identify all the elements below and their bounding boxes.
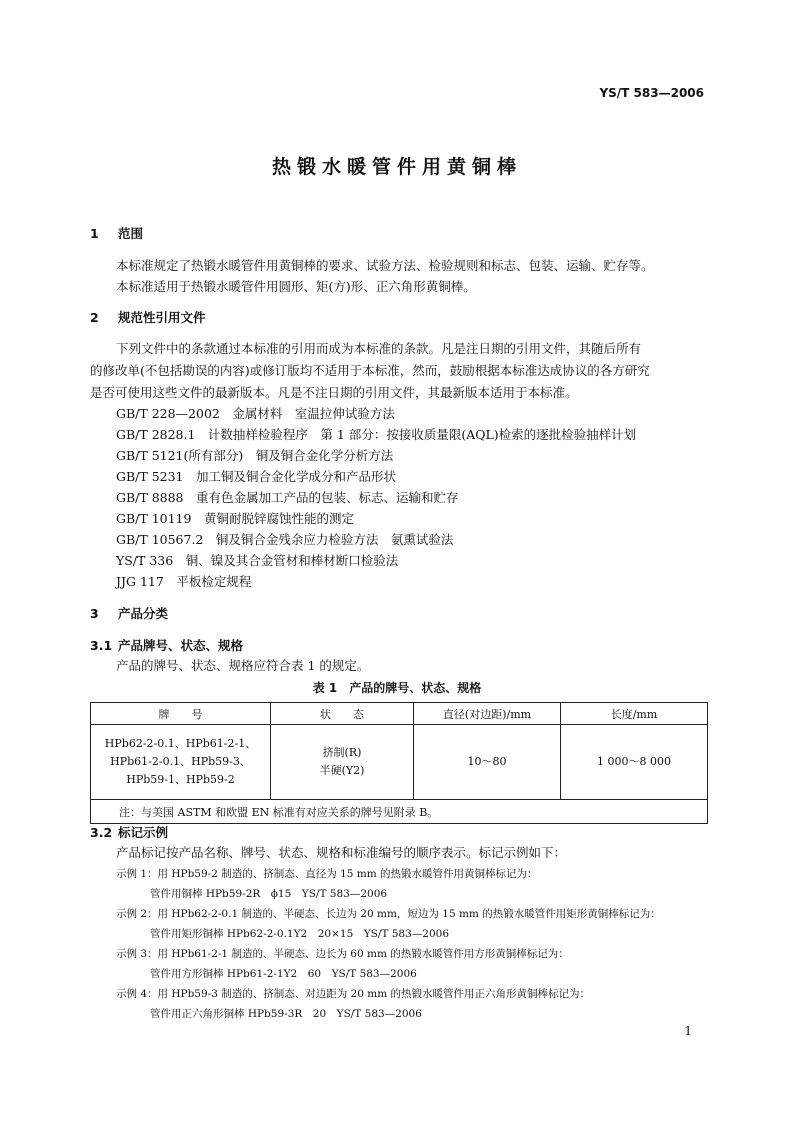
reference-item: GB/T 228—2002 金属材料 室温拉伸试验方法	[116, 406, 395, 421]
paragraph: 本标准适用于热锻水暖管件用圆形、矩(方)形、正六角形黄铜棒。	[116, 279, 476, 294]
grade-line: HPb62-2-0.1、HPb61-2-1、	[104, 737, 257, 750]
reference-item: YS/T 336 铜、镍及其合金管材和棒材断口检验法	[116, 553, 399, 568]
reference-item: GB/T 8888 重有色金属加工产品的包装、标志、运输和贮存	[116, 490, 459, 505]
page-number: 1	[684, 1024, 692, 1038]
section-number: 3	[90, 606, 99, 621]
table-row	[91, 725, 708, 800]
paragraph-line: 下列文件中的条款通过本标准的引用而成为本标准的条款。凡是注日期的引用文件，其随后所有	[116, 341, 642, 356]
table-note-row	[91, 800, 708, 824]
section-number: 1	[90, 226, 99, 241]
cell-length: 1 000～8 000	[561, 725, 708, 800]
subsection-number: 3.2	[90, 825, 113, 840]
cell-diameter: 10～80	[414, 725, 561, 800]
reference-item: GB/T 10567.2 铜及铜合金残余应力检验方法 氨熏试验法	[116, 532, 454, 547]
section-number: 2	[90, 310, 99, 325]
column-header-state: 状 态	[271, 703, 414, 725]
subsection-number: 3.1	[90, 638, 113, 653]
column-header-diameter: 直径(对边距)/mm	[414, 703, 561, 725]
document-title: 热锻水暖管件用黄铜棒	[271, 156, 522, 178]
example-description: 示例 1：用 HPb59-2 制造的、挤制态、直径为 15 mm 的热锻水暖管件用黄铜棒标记为：	[116, 868, 538, 880]
example-mark: 管件用正六角形铜棒 HPb59-3R 20 YS/T 583—2006	[150, 1008, 422, 1020]
example-description: 示例 2：用 HPb62-2-0.1 制造的、半硬态、长边为 20 mm，短边为 15 mm 的热锻水暖管件用矩形黄铜棒标记为：	[116, 908, 661, 920]
column-header-length: 长度/mm	[561, 703, 708, 725]
paragraph: 本标准规定了热锻水暖管件用黄铜棒的要求、试验方法、检验规则和标志、包装、运输、贮存等。	[116, 258, 654, 273]
table-header-row	[91, 703, 708, 725]
subsection-title: 产品牌号、状态、规格	[118, 638, 244, 653]
paragraph: 产品标记按产品名称、牌号、状态、规格和标准编号的顺序表示。标记示例如下：	[116, 845, 567, 860]
paragraph-line: 的修改单(不包括勘误的内容)或修订版均不适用于本标准，然而，鼓励根据本标准达成协议的各方研究	[90, 363, 650, 378]
reference-item: GB/T 5231 加工铜及铜合金化学成分和产品形状	[116, 469, 397, 484]
table-caption: 表 1 产品的牌号、状态、规格	[312, 681, 482, 695]
example-description: 示例 4：用 HPb59-3 制造的、挤制态、对边距为 20 mm 的热锻水暖管件用正六角形黄铜棒标记为：	[116, 988, 591, 1000]
section-3-heading	[90, 604, 168, 622]
standard-number: YS/T 583—2006	[599, 86, 704, 100]
subsection-3-1-heading	[90, 636, 243, 654]
example-mark: 管件用方形铜棒 HPb61-2-1Y2 60 YS/T 583—2006	[150, 968, 417, 980]
column-header-grade: 牌 号	[91, 703, 271, 725]
subsection-title: 标记示例	[118, 825, 169, 840]
paragraph: 产品的牌号、状态、规格应符合表 1 的规定。	[116, 658, 370, 673]
product-table	[90, 702, 708, 824]
example-mark: 管件用铜棒 HPb59-2R ϕ15 YS/T 583—2006	[150, 888, 388, 900]
reference-item: GB/T 5121(所有部分) 铜及铜合金化学分析方法	[116, 448, 394, 463]
subsection-3-2-heading	[90, 823, 168, 841]
grade-line: HPb61-2-0.1、HPb59-3、	[110, 755, 251, 768]
table-note: 注：与美国 ASTM 和欧盟 EN 标准有对应关系的牌号见附录 B。	[91, 800, 708, 824]
state-line: 挤制(R)	[322, 746, 362, 759]
section-title: 范围	[118, 226, 144, 241]
section-title: 规范性引用文件	[118, 310, 206, 325]
cell-grades	[91, 725, 271, 800]
section-title: 产品分类	[118, 606, 169, 621]
example-mark: 管件用矩形铜棒 HPb62-2-0.1Y2 20×15 YS/T 583—2006	[150, 928, 450, 940]
reference-item: GB/T 2828.1 计数抽样检验程序 第 1 部分：按接收质量限(AQL)检索的逐批检验抽样计划	[116, 427, 637, 442]
reference-item: GB/T 10119 黄铜耐脱锌腐蚀性能的测定	[116, 511, 354, 526]
section-1-heading	[90, 224, 143, 242]
reference-item: JJG 117 平板检定规程	[116, 574, 252, 589]
grade-line: HPb59-1、HPb59-2	[126, 773, 235, 786]
example-description: 示例 3：用 HPb61-2-1 制造的、半硬态、边长为 60 mm 的热锻水暖管件用方形黄铜棒标记为：	[116, 948, 569, 960]
section-2-heading	[90, 308, 206, 326]
state-line: 半硬(Y2)	[319, 764, 365, 777]
cell-states	[271, 725, 414, 800]
paragraph-line: 是否可使用这些文件的最新版本。凡是不注日期的引用文件，其最新版本适用于本标准。	[90, 385, 578, 400]
